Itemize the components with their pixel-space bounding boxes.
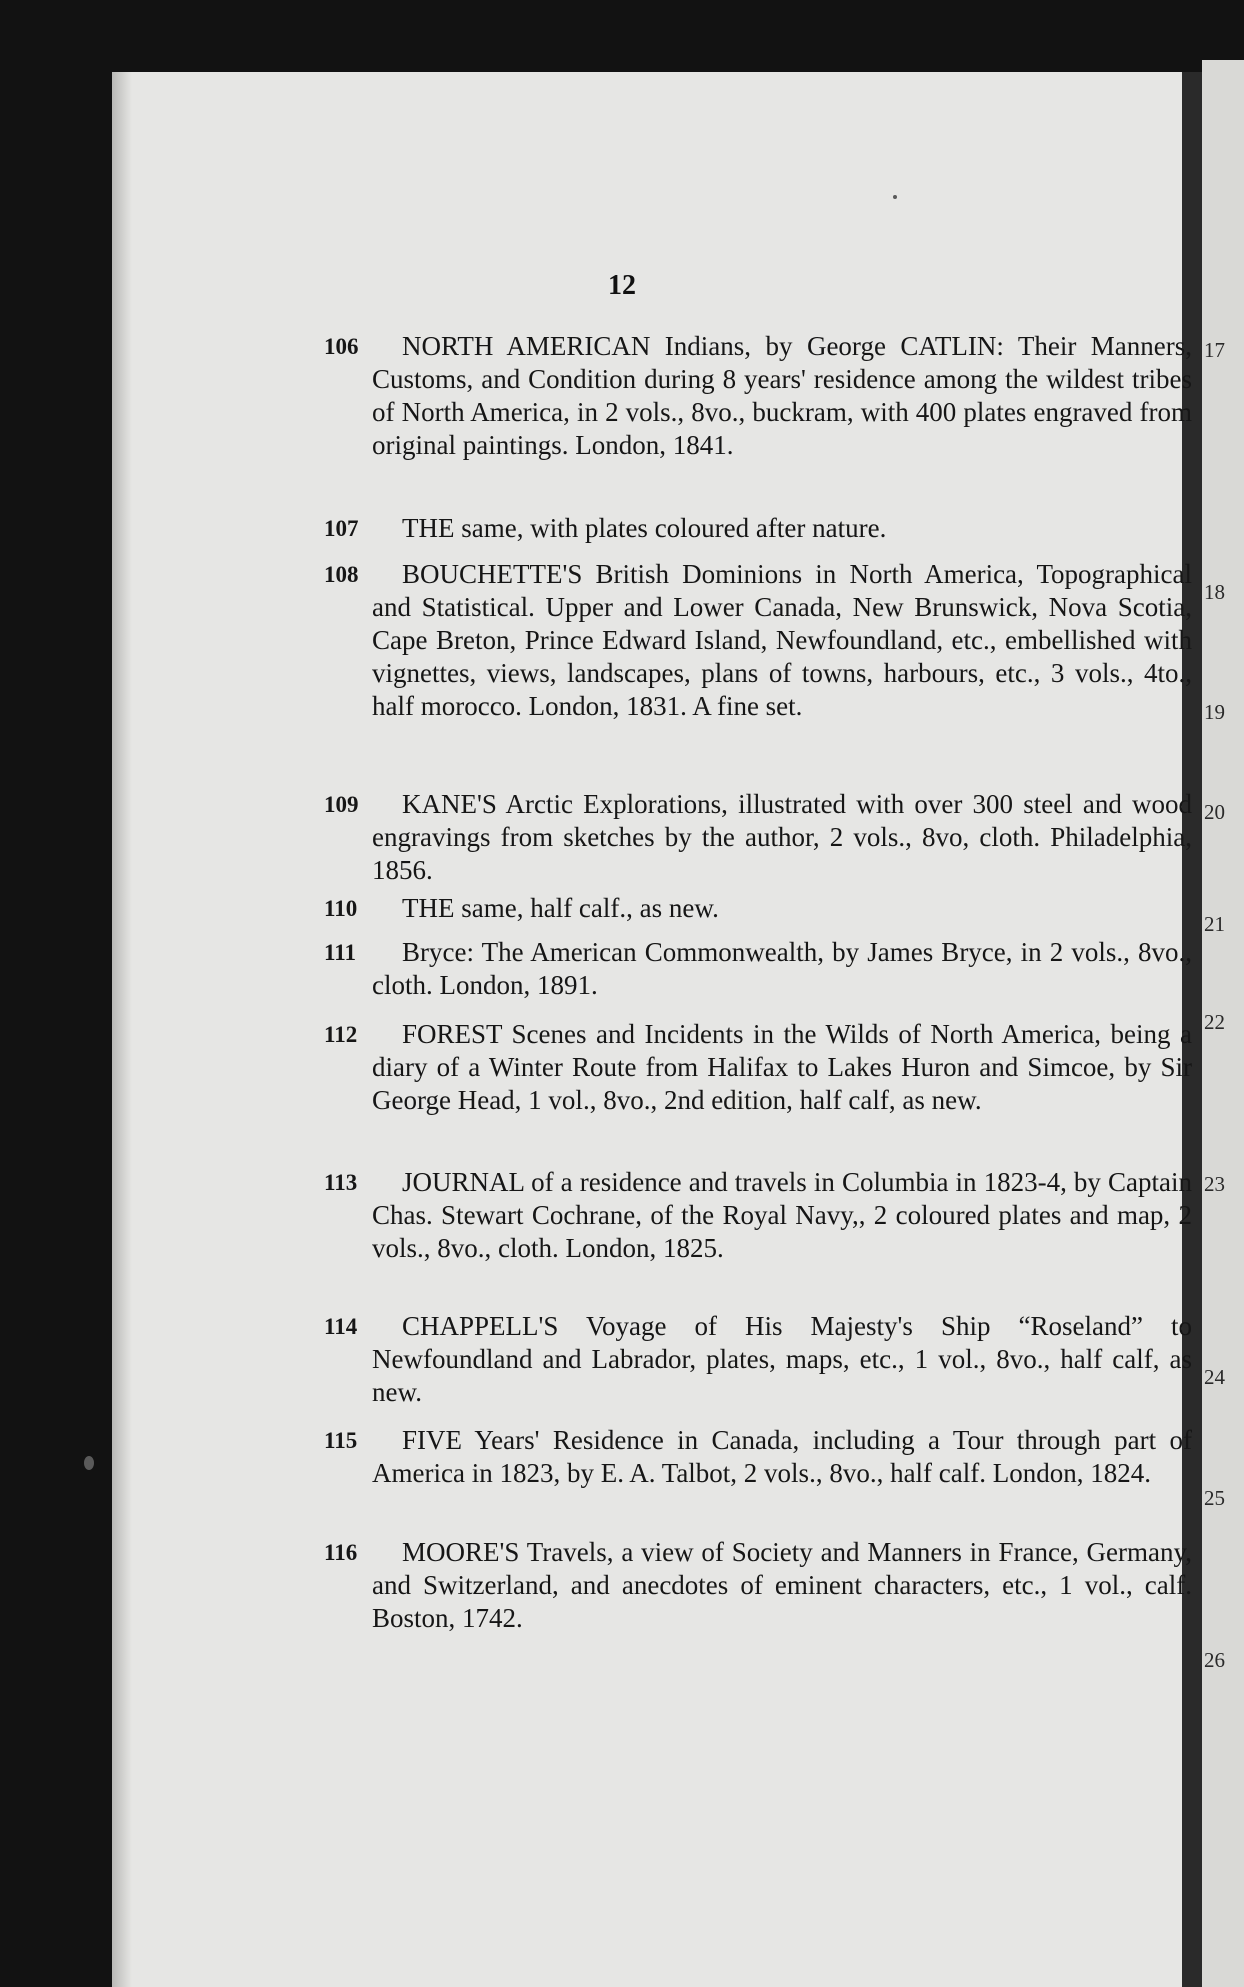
- facing-entry-number: 21: [1204, 912, 1225, 936]
- entry-text: BOUCHETTE'S British Dominions in North America, Topographical and Statistical. Upper and Lower Canada, New Brunswick, Nova Scotia, Cape Breton, Prince Edward Island, Newfoundland, etc., embellished with vignettes, views, landscapes, plans of towns, harbours, etc., 3 vols., 4to., half morocco. London, 1831. A fine set.: [372, 559, 1192, 721]
- entry-number: 114: [324, 1314, 358, 1339]
- paper-speck: [84, 1456, 94, 1470]
- paper-speck: [893, 195, 897, 199]
- facing-page-edge: [1202, 60, 1244, 1987]
- facing-entry-number: 24: [1204, 1365, 1225, 1389]
- entry-text: MOORE'S Travels, a view of Society and Manners in France, Germany, and Switzerland, and anecdotes of eminent characters, etc., 1 vol., calf. Boston, 1742.: [372, 1537, 1192, 1633]
- entry-text: KANE'S Arctic Explorations, illustrated with over 300 steel and wood engravings from sketches by the author, 2 vols., 8vo, cloth. Philadelphia, 1856.: [372, 789, 1192, 885]
- facing-entry-number: 26: [1204, 1648, 1225, 1672]
- entry-number: 116: [324, 1540, 358, 1565]
- entry-number: 107: [324, 516, 359, 541]
- entry-number: 109: [324, 792, 359, 817]
- catalog-entry: [324, 330, 1192, 462]
- entry-text: Bryce: The American Commonwealth, by James Bryce, in 2 vols., 8vo., cloth. London, 1891.: [372, 937, 1192, 1000]
- entry-number: 113: [324, 1170, 358, 1195]
- entry-text: NORTH AMERICAN Indians, by George CATLIN: Their Manners, Customs, and Condition during 8 years' residence among the wildest tribes of North America, in 2 vols., 8vo., buckram, with 400 plates engraved from original paintings. London, 1841.: [372, 331, 1192, 460]
- catalog-entry: [324, 1166, 1192, 1265]
- entry-number: 108: [324, 562, 359, 587]
- entry-number: 115: [324, 1428, 358, 1453]
- catalog-entry: [324, 788, 1192, 887]
- entry-number: 112: [324, 1022, 358, 1047]
- page-number: 12: [608, 270, 636, 301]
- facing-entry-number: 22: [1204, 1010, 1225, 1034]
- catalog-entry: [324, 1018, 1192, 1117]
- facing-entry-number: 19: [1204, 700, 1225, 724]
- entry-text: FOREST Scenes and Incidents in the Wilds of North America, being a diary of a Winter Route from Halifax to Lakes Huron and Simcoe, by Sir George Head, 1 vol., 8vo., 2nd edition, half calf, as new.: [372, 1019, 1192, 1115]
- catalog-entry: [324, 1536, 1192, 1635]
- entry-number: 110: [324, 896, 358, 921]
- entry-text: FIVE Years' Residence in Canada, including a Tour through part of America in 1823, by E. A. Talbot, 2 vols., 8vo., half calf. London, 1824.: [372, 1425, 1192, 1488]
- catalog-entry: [324, 1424, 1192, 1490]
- facing-entry-number: 25: [1204, 1486, 1225, 1510]
- catalog-entry: [324, 892, 1192, 925]
- facing-entry-number: 18: [1204, 580, 1225, 604]
- page-edge-shadow: [112, 72, 132, 1987]
- facing-entry-number: 23: [1204, 1172, 1225, 1196]
- catalog-entry: [324, 512, 1192, 545]
- catalog-entry: [324, 558, 1192, 723]
- catalog-entry: [324, 936, 1192, 1002]
- entry-text: THE same, with plates coloured after nature.: [402, 513, 887, 543]
- entry-text: CHAPPELL'S Voyage of His Majesty's Ship “Roseland” to Newfoundland and Labrador, plates, maps, etc., 1 vol., 8vo., half calf, as new.: [372, 1311, 1192, 1407]
- facing-entry-number: 17: [1204, 338, 1225, 362]
- catalog-entry: [324, 1310, 1192, 1409]
- facing-entry-number: 20: [1204, 800, 1225, 824]
- entry-text: THE same, half calf., as new.: [402, 893, 719, 923]
- entry-number: 106: [324, 334, 359, 359]
- entry-text: JOURNAL of a residence and travels in Columbia in 1823-4, by Captain Chas. Stewart Cochrane, of the Royal Navy,, 2 coloured plates and map, 2 vols., 8vo., cloth. London, 1825.: [372, 1167, 1192, 1263]
- entry-number: 111: [324, 940, 356, 965]
